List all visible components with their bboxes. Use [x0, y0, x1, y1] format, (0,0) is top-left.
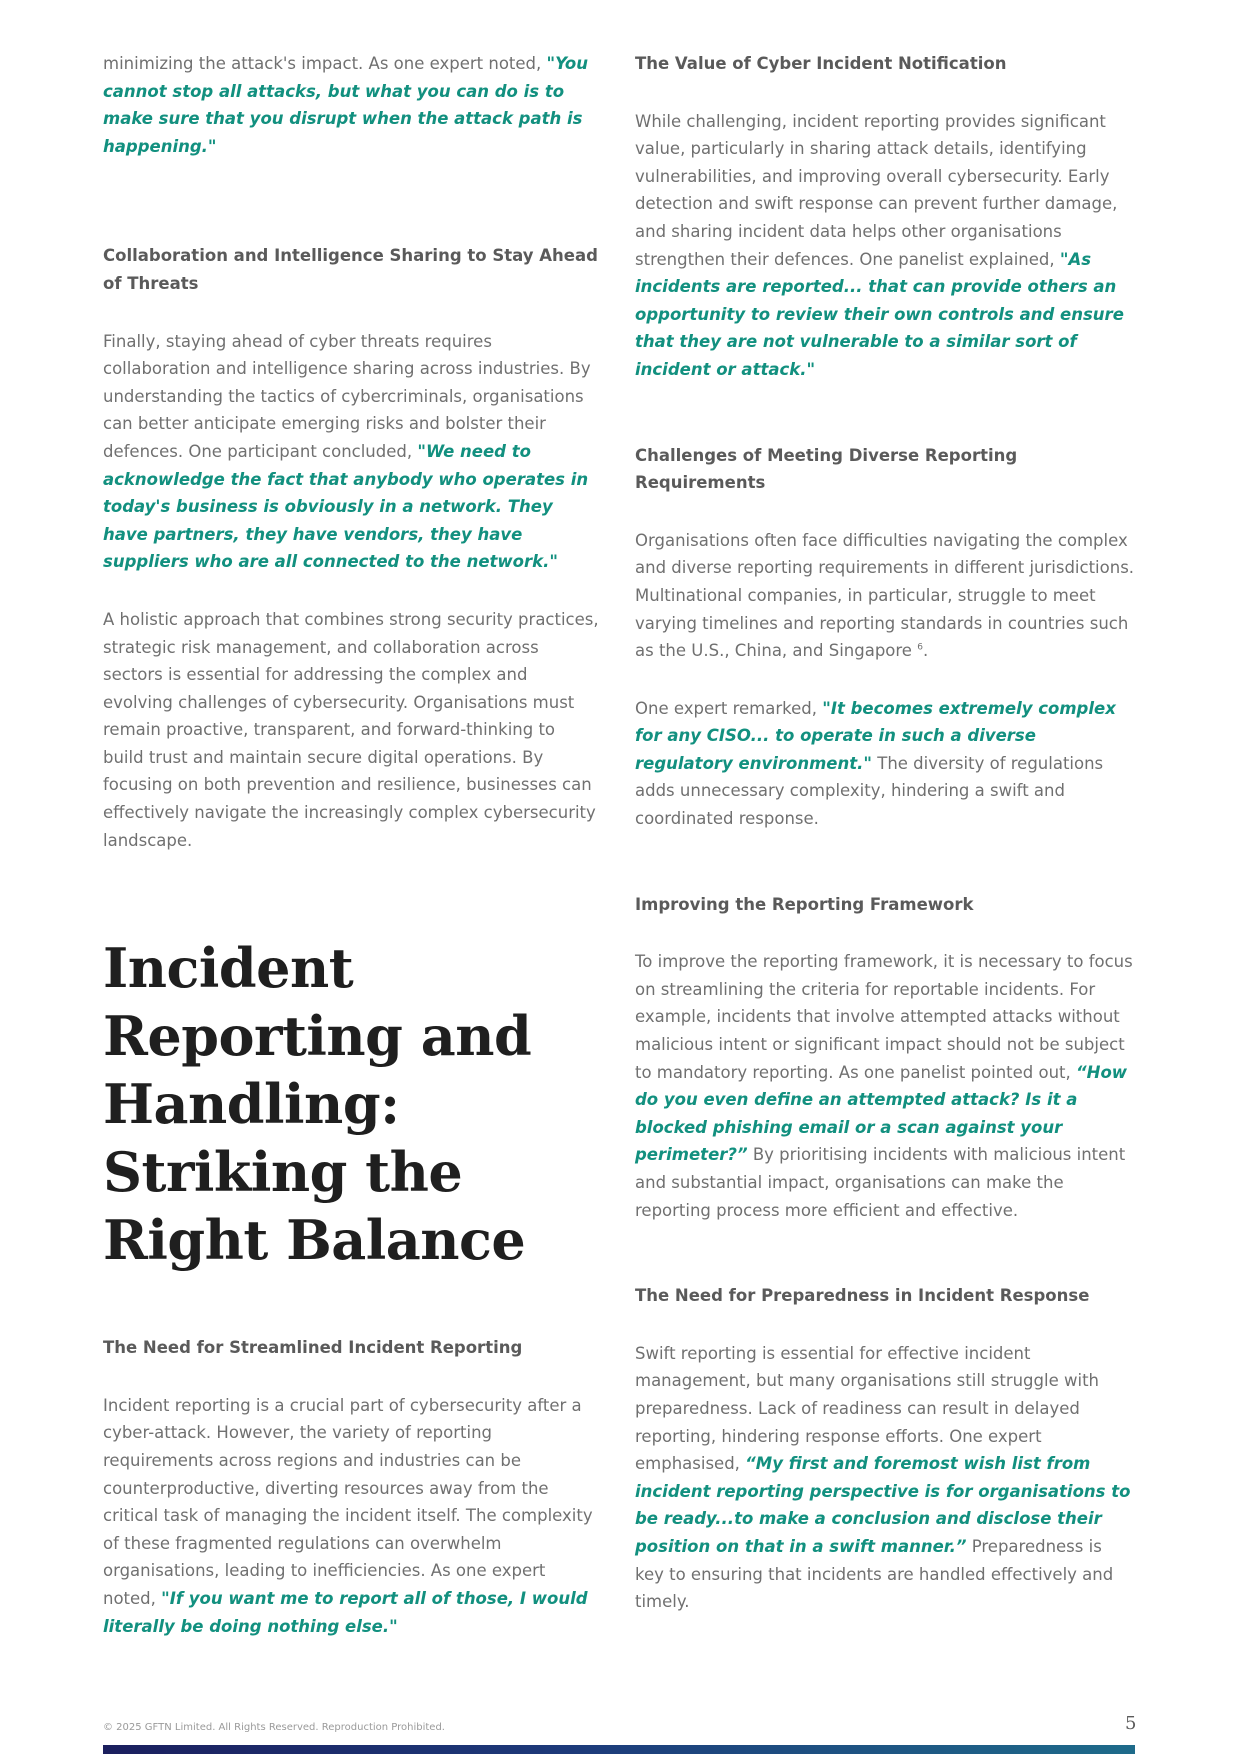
preparedness-paragraph	[635, 1340, 1135, 1616]
improving-after: By prioritising incidents with malicious intent and substantial impact, organisations can make the reporting process more efficient and effective.	[635, 1145, 1126, 1220]
challenges-p2-text: One expert remarked,	[635, 698, 823, 718]
challenges-quote: "It becomes extremely complex for any CISO... to operate in such a diverse regulatory environment."	[635, 698, 1116, 773]
collab-text: Finally, staying ahead of cyber threats requires collaboration and intelligence sharing across industries. By understanding the tactics of cybercriminals, organisations can better anticipate emerging risks and bolster their defences. One participant concluded,	[103, 331, 591, 461]
footnote-ref: 6	[917, 642, 923, 653]
page-number: 5	[1125, 1713, 1137, 1734]
streamlined-heading: The Need for Streamlined Incident Reporting	[103, 1338, 523, 1358]
collab-heading: Collaboration and Intelligence Sharing to Stay Ahead of Threats	[103, 246, 598, 293]
holistic-paragraph: A holistic approach that combines strong security practices, strategic risk management, and collaboration across sectors is essential for addressing the complex and evolving challenges of cybersecurity. Organisations must remain proactive, transparent, and forward-thinking to build trust and maintain secure digital operations. By focusing on both prevention and resilience, businesses can effectively navigate the increasingly complex cybersecurity landscape.	[103, 609, 599, 850]
challenges-p2-after: The diversity of regulations adds unnecessary complexity, hindering a swift and coordinated response.	[635, 753, 1104, 829]
preparedness-heading: The Need for Preparedness in Incident Response	[635, 1286, 1090, 1306]
challenges-text: Organisations often face difficulties navigating the complex and diverse reporting requirements in different jurisdictions. Multinational companies, in particular, struggle to meet varying timelines and reporting standards in countries such as the U.S., China, and Singapore	[635, 530, 1135, 661]
streamlined-text: Incident reporting is a crucial part of cybersecurity after a cyber-attack. However, the variety of reporting requirements across regions and industries can be counterproductive, diverting resources away from the critical task of managing the incident itself. The complexity of these fragmented regulations can overwhelm organisations, leading to inefficiencies. As one expert noted,	[103, 1395, 593, 1608]
collab-paragraph	[103, 328, 600, 576]
section-title: Incident Reporting and Handling: Striking the Right Balance	[103, 936, 532, 1273]
intro-quote: "You cannot stop all attacks, but what you can do is to make sure that you disrupt when the attack path is happening."	[103, 54, 589, 156]
improving-heading: Improving the Reporting Framework	[635, 894, 974, 914]
preparedness-quote: “My first and foremost wish list from incident reporting perspective is for organisations to be ready...to make a conclusion and disclose their position on that in a swift manner.”	[635, 1454, 1131, 1556]
preparedness-text: Swift reporting is essential for effective incident management, but many organisations still struggle with preparedness. Lack of readiness can result in delayed reporting, hindering response efforts. One expert emphasised,	[635, 1343, 1099, 1474]
preparedness-after: Preparedness is key to ensuring that incidents are handled effectively and timely.	[635, 1536, 1114, 1612]
left-column	[103, 50, 600, 1640]
value-paragraph	[635, 108, 1135, 384]
streamlined-quote: "If you want me to report all of those, I would literally be doing nothing else."	[103, 1589, 588, 1636]
streamlined-paragraph	[103, 1392, 600, 1640]
improving-paragraph	[635, 948, 1135, 1224]
intro-paragraph	[103, 50, 600, 160]
right-column	[635, 50, 1135, 1616]
collab-quote: "We need to acknowledge the fact that anybody who operates in today's business is obviously in a network. They have partners, they have vendors, they have suppliers who are all connected to the network."	[103, 441, 589, 572]
footer-bar	[103, 1745, 1135, 1754]
challenges-paragraph-2	[635, 695, 1135, 833]
improving-quote: “How do you even define an attempted attack? Is it a blocked phishing email or a scan against your perimeter?”	[635, 1062, 1128, 1165]
challenges-end: .	[922, 641, 929, 661]
improving-text: To improve the reporting framework, it is necessary to focus on streamlining the criteria for reportable incidents. For example, incidents that involve attempted attacks without malicious intent or significant impact should not be subject to mandatory reporting. As one panelist pointed out,	[635, 952, 1133, 1082]
footer-copyright: © 2025 GFTN Limited. All Rights Reserved. Reproduction Prohibited.	[103, 1722, 445, 1733]
challenges-paragraph-1	[635, 527, 1135, 665]
challenges-heading: Challenges of Meeting Diverse Reporting Requirements	[635, 445, 1018, 493]
value-heading: The Value of Cyber Incident Notification	[635, 54, 1007, 73]
value-quote: "As incidents are reported... that can provide others an opportunity to review their own controls and ensure that they are not vulnerable to a similar sort of incident or attack."	[635, 249, 1124, 379]
value-text: While challenging, incident reporting provides significant value, particularly in sharing attack details, identifying vulnerabilities, and improving overall cybersecurity. Early detection and swift response can prevent further damage, and sharing incident data helps other organisations strengthen their defences. One panelist explained,	[635, 111, 1118, 269]
intro-text: minimizing the attack's impact. As one expert noted,	[103, 54, 547, 73]
